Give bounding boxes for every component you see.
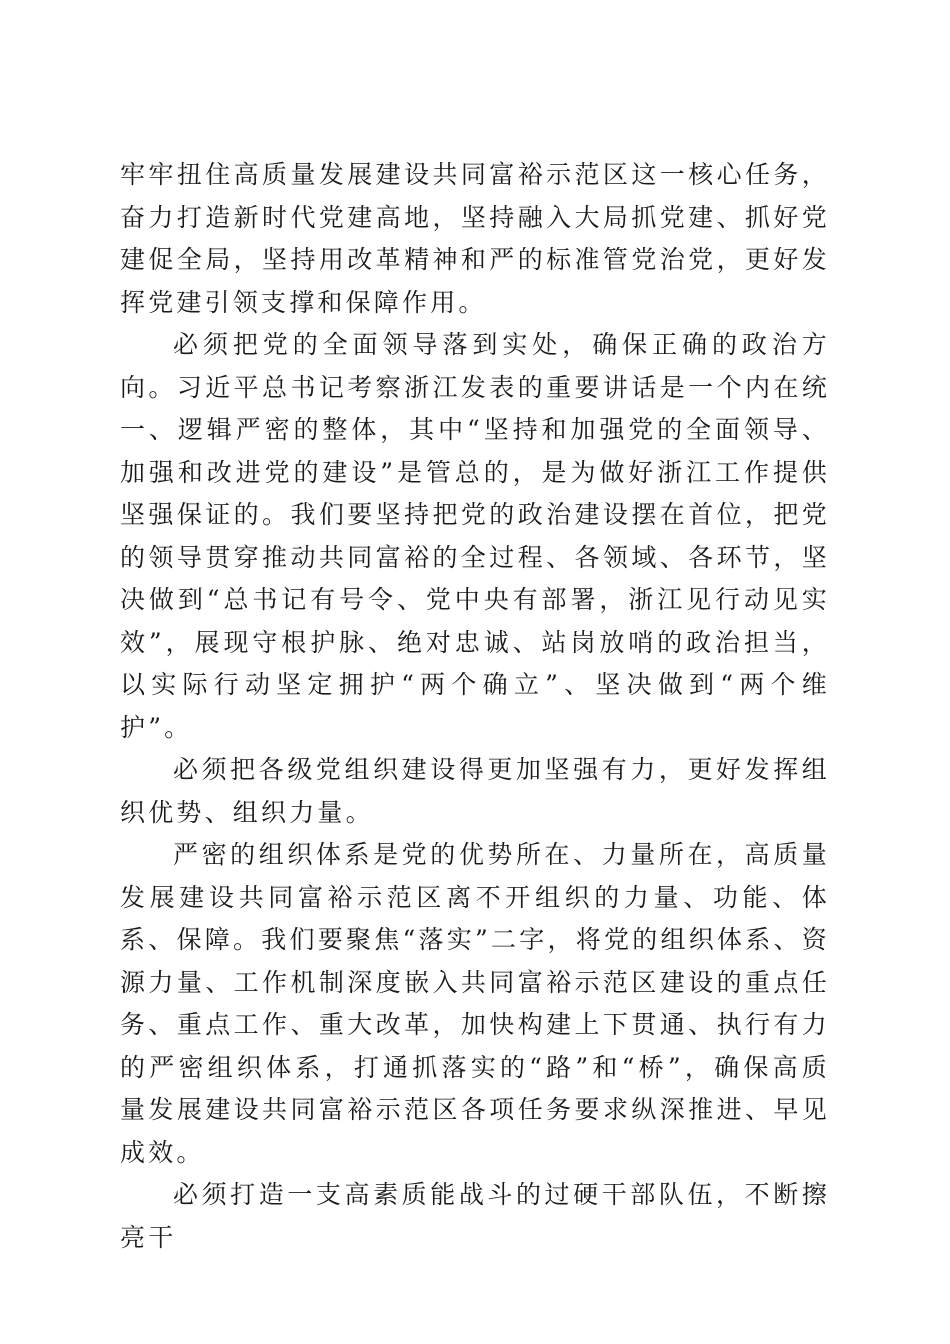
- document-body: [120, 154, 830, 1259]
- paragraph-2: 必须把党的全面领导落到实处，确保正确的政治方向。习近平总书记考察浙江发表的重要讲话是一个内在统一、逻辑严密的整体，其中“坚持和加强党的全面领导、加强和改进党的建设”是管总的，是为做好浙江工作提供坚强保证的。我们要坚持把党的政治建设摆在首位，把党的领导贯穿推动共同富裕的全过程、各领域、各环节，坚决做到“总书记有号令、党中央有部署，浙江见行动见实效”，展现守根护脉、绝对忠诚、站岗放哨的政治担当，以实际行动坚定拥护“两个确立”、坚决做到“两个维护”。: [120, 330, 830, 742]
- paragraph-3: 必须把各级党组织建设得更加坚强有力，更好发挥组织优势、组织力量。: [120, 755, 830, 827]
- paragraph-1: 牢牢扭住高质量发展建设共同富裕示范区这一核心任务，奋力打造新时代党建高地，坚持融入大局抓党建、抓好党建促全局，坚持用改革精神和严的标准管党治党，更好发挥党建引领支撑和保障作用。: [120, 160, 830, 317]
- paragraph-5: 必须打造一支高素质能战斗的过硬干部队伍，不断擦亮干: [120, 1180, 830, 1252]
- paragraph-4: 严密的组织体系是党的优势所在、力量所在，高质量发展建设共同富裕示范区离不开组织的力量、功能、体系、保障。我们要聚焦“落实”二字，将党的组织体系、资源力量、工作机制深度嵌入共同富裕示范区建设的重点任务、重点工作、重大改革，加快构建上下贯通、执行有力的严密组织体系，打通抓落实的“路”和“桥”，确保高质量发展建设共同富裕示范区各项任务要求纵深推进、早见成效。: [120, 840, 830, 1167]
